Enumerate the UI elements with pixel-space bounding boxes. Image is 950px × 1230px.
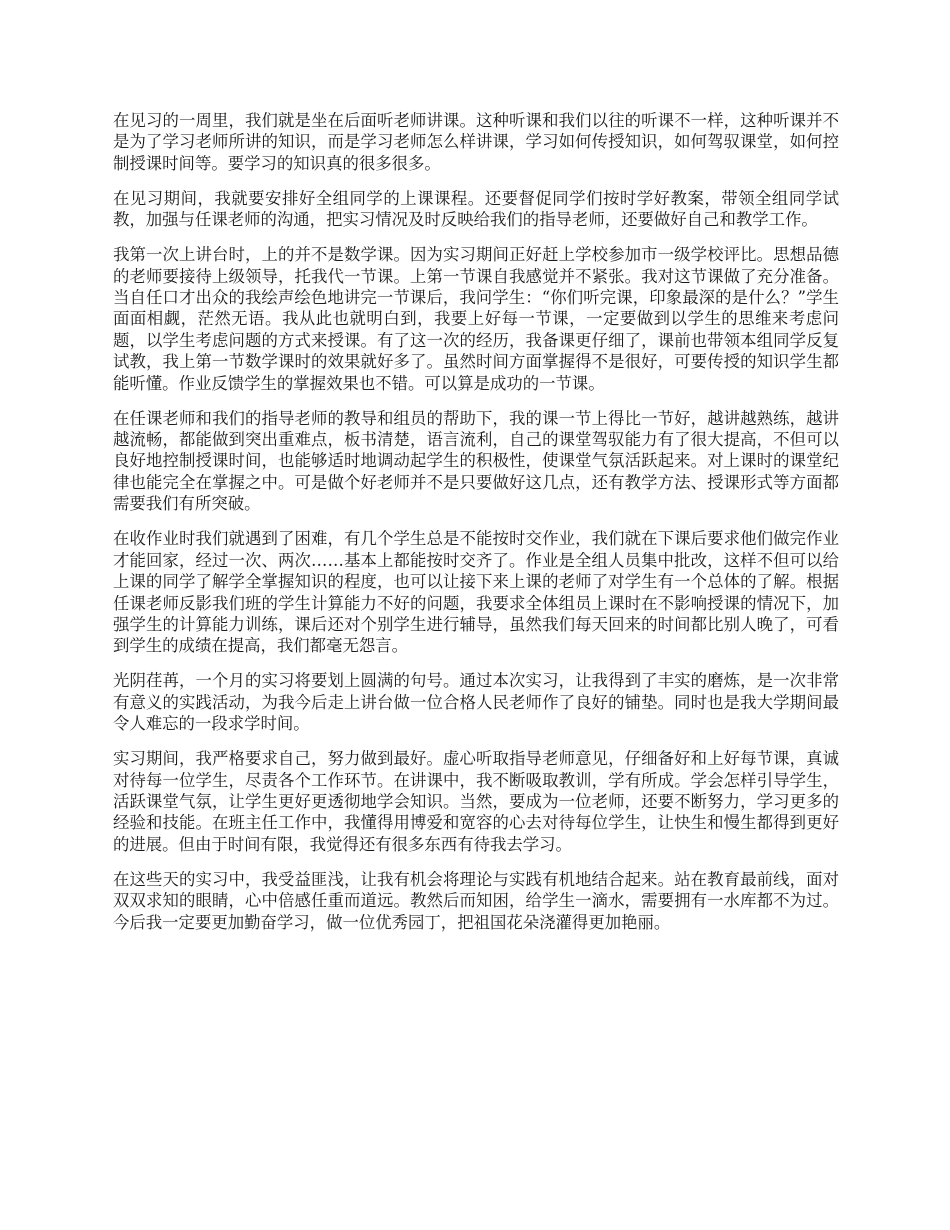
paragraph-6: 光阴荏苒，一个月的实习将要划上圆满的句号。通过本次实习，让我得到了丰实的磨炼，是一次非常有意义的实践活动，为我今后走上讲台做一位合格人民老师作了良好的铺垫。同时也是我大学期间最令人难忘的一段求学时间。	[113, 671, 839, 734]
paragraph-1: 在见习的一周里，我们就是坐在后面听老师讲课。这种听课和我们以往的听课不一样，这种听课并不是为了学习老师所讲的知识，而是学习老师怎么样讲课，学习如何传授知识，如何驾驭课堂，如何控制授课时间等。要学习的知识真的很多很多。	[113, 111, 839, 173]
paragraph-3: 我第一次上讲台时，上的并不是数学课。因为实习期间正好赶上学校参加市一级学校评比。思想品德的老师要接待上级领导，托我代一节课。上第一节课自我感觉并不紧张。我对这节课做了充分准备。当自任口才出众的我绘声绘色地讲完一节课后，我问学生：“你们听完课，印象最深的是什么？”学生面面相觑，茫然无语。我从此也就明白到，我要上好每一节课，一定要做到以学生的思维来考虑问题，以学生考虑问题的方式来授课。有了这一次的经历，我备课更仔细了，课前也带领本组同学反复试教，我上第一节数学课时的效果就好多了。虽然时间方面掌握得不是很好，可要传授的知识学生都能听懂。作业反馈学生的掌握效果也不错。可以算是成功的一节课。	[113, 245, 839, 393]
paragraph-2: 在见习期间，我就要安排好全组同学的上课课程。还要督促同学们按时学好教案，带领全组同学试教，加强与任课老师的沟通，把实习情况及时反映给我们的指导老师，还要做好自己和教学工作。	[113, 188, 839, 230]
paragraph-8: 在这些天的实习中，我受益匪浅，让我有机会将理论与实践有机地结合起来。站在教育最前线，面对双双求知的眼睛，心中倍感任重而道远。教然后而知困，给学生一滴水，需要拥有一水库都不为过。今后我一定要更加勤奋学习，做一位优秀园丁，把祖国花朵浇灌得更加艳丽。	[113, 869, 839, 932]
document-body	[113, 110, 839, 947]
paragraph-7: 实习期间，我严格要求自己，努力做到最好。虚心听取指导老师意见，仔细备好和上好每节课，真诚对待每一位学生，尽责各个工作环节。在讲课中，我不断吸取教训，学有所成。学会怎样引导学生，活跃课堂气氛，让学生更好更透彻地学会知识。当然，要成为一位老师，还要不断努力，学习更多的经验和技能。在班主任工作中，我懂得用博爱和宽容的心去对待每位学生，让快生和慢生都得到更好的进展。但由于时间有限，我觉得还有很多东西有待我去学习。	[113, 749, 839, 854]
paragraph-5: 在收作业时我们就遇到了困难，有几个学生总是不能按时交作业，我们就在下课后要求他们做完作业才能回家，经过一次、两次……基本上都能按时交齐了。作业是全组人员集中批改，这样不但可以给上课的同学了解学全掌握知识的程度，也可以让接下来上课的老师了对学生有一个总体的了解。根据任课老师反影我们班的学生计算能力不好的问题，我要求全体组员上课时在不影响授课的情况下，加强学生的计算能力训练，课后还对个别学生进行辅导，虽然我们每天回来的时间都比别人晚了，可看到学生的成绩在提高，我们都毫无怨言。	[113, 529, 839, 656]
paragraph-4: 在任课老师和我们的指导老师的教导和组员的帮助下，我的课一节上得比一节好，越讲越熟练，越讲越流畅，都能做到突出重难点，板书清楚，语言流利，自己的课堂驾驭能力有了很大提高，不但可以良好地控制授课时间，也能够适时地调动起学生的积极性，使课堂气氛活跃起来。对上课时的课堂纪律也能完全在掌握之中。可是做个好老师并不是只要做好这几点，还有教学方法、授课形式等方面都需要我们有所突破。	[113, 408, 839, 514]
